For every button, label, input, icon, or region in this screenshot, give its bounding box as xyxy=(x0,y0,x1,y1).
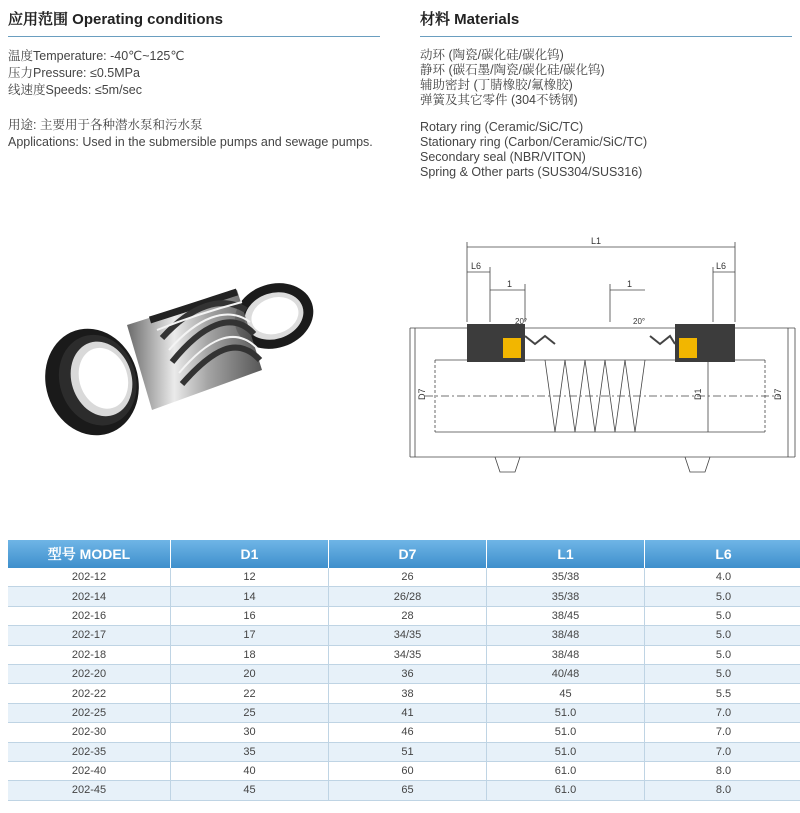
cell-d7: 26 xyxy=(329,568,487,587)
cell-l1: 38/48 xyxy=(487,626,645,645)
spring-body xyxy=(127,290,262,410)
table-row xyxy=(8,742,800,761)
cell-l1: 35/38 xyxy=(487,568,645,587)
cell-d1: 20 xyxy=(171,664,329,683)
header-d1: D1 xyxy=(171,540,329,568)
mechanical-seal-photo xyxy=(32,270,322,450)
cell-l1: 61.0 xyxy=(487,781,645,800)
cell-l6: 5.0 xyxy=(645,587,800,606)
cell-l1: 51.0 xyxy=(487,723,645,742)
cell-l6: 5.0 xyxy=(645,606,800,625)
usage-cn-text: 用途: 主要用于各种潜水泵和污水泵 xyxy=(8,118,203,132)
material-en-item: Spring & Other parts (SUS304/SUS316) xyxy=(420,165,643,179)
seal-housing-right xyxy=(650,324,735,362)
cell-l1: 51.0 xyxy=(487,703,645,722)
cell-l1: 51.0 xyxy=(487,742,645,761)
cell-d7: 51 xyxy=(329,742,487,761)
dim-l1-label: L1 xyxy=(591,236,602,246)
operating-title: 应用范围 Operating conditions xyxy=(8,11,224,28)
cell-l1: 35/38 xyxy=(487,587,645,606)
material-en-item: Stationary ring (Carbon/Ceramic/SiC/TC) xyxy=(420,135,648,149)
table-row xyxy=(8,587,800,606)
cell-l1: 61.0 xyxy=(487,761,645,780)
cell-d1: 25 xyxy=(171,703,329,722)
table-row xyxy=(8,606,800,625)
table-row xyxy=(8,626,800,645)
cell-l6: 5.0 xyxy=(645,664,800,683)
dim-d1-label: D1 xyxy=(693,388,703,400)
cell-model: 202-40 xyxy=(8,761,171,780)
cell-model: 202-20 xyxy=(8,664,171,683)
materials-title: 材料 Materials xyxy=(420,11,520,28)
cell-d7: 65 xyxy=(329,781,487,800)
cell-l6: 5.0 xyxy=(645,626,800,645)
temperature-text: 温度Temperature: -40℃~125℃ xyxy=(8,49,185,63)
table-row xyxy=(8,568,800,587)
table-row xyxy=(8,684,800,703)
cell-model: 202-45 xyxy=(8,781,171,800)
spec-table xyxy=(8,540,800,801)
cell-l6: 5.0 xyxy=(645,645,800,664)
angle-left-label: 20° xyxy=(515,317,528,326)
cell-l6: 8.0 xyxy=(645,761,800,780)
table-row xyxy=(8,761,800,780)
speed-text: 线速度Speeds: ≤5m/sec xyxy=(8,83,142,97)
material-en-item: Rotary ring (Ceramic/SiC/TC) xyxy=(420,120,584,134)
material-en-item: Secondary seal (NBR/VITON) xyxy=(420,150,586,164)
materials-rule xyxy=(420,36,792,37)
header-model: 型号 MODEL xyxy=(8,540,171,568)
cell-d7: 38 xyxy=(329,684,487,703)
table-row xyxy=(8,723,800,742)
cell-model: 202-22 xyxy=(8,684,171,703)
cell-model: 202-12 xyxy=(8,568,171,587)
cell-l6: 7.0 xyxy=(645,703,800,722)
cell-d7: 41 xyxy=(329,703,487,722)
cell-d7: 26/28 xyxy=(329,587,487,606)
cell-d1: 22 xyxy=(171,684,329,703)
table-row xyxy=(8,645,800,664)
cell-model: 202-16 xyxy=(8,606,171,625)
dim-l6-right-label: L6 xyxy=(716,261,727,271)
cell-d7: 28 xyxy=(329,606,487,625)
cell-l1: 40/48 xyxy=(487,664,645,683)
cell-l1: 45 xyxy=(487,684,645,703)
cell-d7: 34/35 xyxy=(329,626,487,645)
cell-l6: 7.0 xyxy=(645,742,800,761)
dim-one-left-label: 1 xyxy=(507,279,513,289)
dim-d7-left-label: D7 xyxy=(417,388,427,400)
table-row xyxy=(8,781,800,800)
cell-d1: 12 xyxy=(171,568,329,587)
cell-l6: 4.0 xyxy=(645,568,800,587)
cell-model: 202-18 xyxy=(8,645,171,664)
usage-en-text: Applications: Used in the submersible pumps and sewage pumps. xyxy=(8,135,373,149)
spec-table-body xyxy=(8,568,800,800)
cell-l6: 5.5 xyxy=(645,684,800,703)
pressure-text: 压力Pressure: ≤0.5MPa xyxy=(8,66,140,80)
dim-l6-left-label: L6 xyxy=(471,261,482,271)
material-cn-item: 辅助密封 (丁腈橡胶/氟橡胶) xyxy=(420,78,573,92)
operating-rule xyxy=(8,36,380,37)
cell-l1: 38/48 xyxy=(487,645,645,664)
cell-d7: 34/35 xyxy=(329,645,487,664)
seal-housing-left xyxy=(467,324,555,362)
dim-d7-right-label: D7 xyxy=(773,388,783,400)
cell-d1: 45 xyxy=(171,781,329,800)
cell-d1: 35 xyxy=(171,742,329,761)
cell-d1: 40 xyxy=(171,761,329,780)
header-l6: L6 xyxy=(645,540,800,568)
seal-cross-section-drawing xyxy=(405,232,800,497)
cell-model: 202-17 xyxy=(8,626,171,645)
cell-d7: 36 xyxy=(329,664,487,683)
cell-l1: 38/45 xyxy=(487,606,645,625)
material-cn-item: 弹簧及其它零件 (304不锈钢) xyxy=(420,93,578,107)
cell-model: 202-14 xyxy=(8,587,171,606)
cell-d1: 16 xyxy=(171,606,329,625)
header-l1: L1 xyxy=(487,540,645,568)
cell-d1: 30 xyxy=(171,723,329,742)
header-d7: D7 xyxy=(329,540,487,568)
table-header-row xyxy=(8,540,800,568)
cell-l6: 8.0 xyxy=(645,781,800,800)
cell-d1: 14 xyxy=(171,587,329,606)
cell-l6: 7.0 xyxy=(645,723,800,742)
table-row xyxy=(8,664,800,683)
table-row xyxy=(8,703,800,722)
dim-one-right-label: 1 xyxy=(627,279,633,289)
material-cn-item: 静环 (碳石墨/陶瓷/碳化硅/碳化钨) xyxy=(420,63,605,77)
cell-d1: 17 xyxy=(171,626,329,645)
cell-model: 202-30 xyxy=(8,723,171,742)
cell-model: 202-25 xyxy=(8,703,171,722)
cell-d7: 46 xyxy=(329,723,487,742)
material-cn-item: 动环 (陶瓷/碳化硅/碳化钨) xyxy=(420,48,564,62)
cell-model: 202-35 xyxy=(8,742,171,761)
cell-d7: 60 xyxy=(329,761,487,780)
cell-d1: 18 xyxy=(171,645,329,664)
angle-right-label: 20° xyxy=(633,317,646,326)
